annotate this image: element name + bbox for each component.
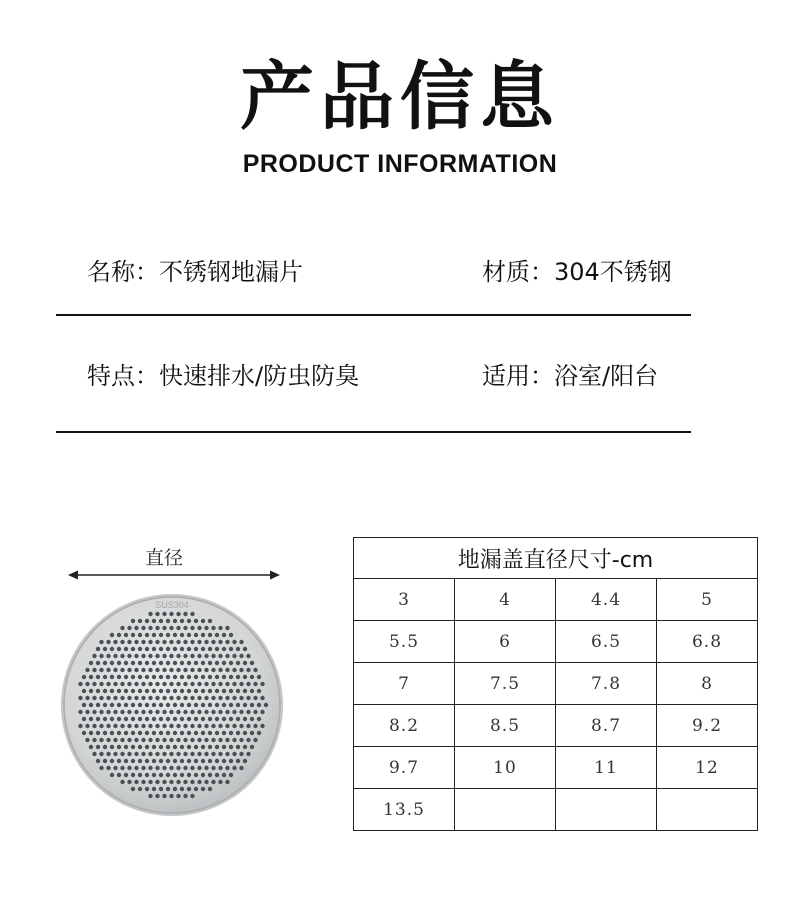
size-cell: 5 — [657, 579, 758, 621]
material-text: 材质：304不锈钢 — [482, 258, 672, 286]
divider-line — [56, 431, 691, 433]
page-title: 产品信息 — [240, 54, 560, 140]
application-text: 适用：浴室/阳台 — [482, 362, 659, 390]
size-cell: 11 — [556, 747, 657, 789]
size-table-title: 地漏盖直径尺寸-cm — [354, 538, 758, 579]
drain-cover-image — [60, 593, 284, 817]
features-text: 特点：快速排水/防虫防臭 — [87, 362, 360, 390]
table-row — [354, 747, 758, 789]
size-cell: 12 — [657, 747, 758, 789]
size-cell: 4.4 — [556, 579, 657, 621]
size-cell — [455, 789, 556, 831]
size-cell: 3 — [354, 579, 455, 621]
size-cell: 9.7 — [354, 747, 455, 789]
divider-line — [56, 314, 691, 316]
size-cell: 7.8 — [556, 663, 657, 705]
table-row — [354, 789, 758, 831]
size-cell: 8 — [657, 663, 758, 705]
page-subtitle: PRODUCT INFORMATION — [242, 150, 558, 178]
size-cell: 10 — [455, 747, 556, 789]
table-row — [354, 663, 758, 705]
size-cell: 4 — [455, 579, 556, 621]
size-cell: 8.5 — [455, 705, 556, 747]
size-cell: 9.2 — [657, 705, 758, 747]
table-row — [354, 579, 758, 621]
size-cell: 8.7 — [556, 705, 657, 747]
cover-engraving: SUS304 — [155, 600, 189, 610]
diameter-arrow-icon — [66, 566, 282, 584]
diameter-label: 直径 — [145, 547, 184, 569]
product-name-text: 名称：不锈钢地漏片 — [87, 258, 303, 286]
size-cell: 7 — [354, 663, 455, 705]
size-cell — [556, 789, 657, 831]
size-cell: 5.5 — [354, 621, 455, 663]
size-table — [353, 537, 758, 831]
table-row — [354, 621, 758, 663]
size-cell: 6.5 — [556, 621, 657, 663]
size-cell: 7.5 — [455, 663, 556, 705]
size-cell: 6 — [455, 621, 556, 663]
size-cell: 6.8 — [657, 621, 758, 663]
size-cell: 13.5 — [354, 789, 455, 831]
size-cell — [657, 789, 758, 831]
size-cell: 8.2 — [354, 705, 455, 747]
table-row — [354, 705, 758, 747]
